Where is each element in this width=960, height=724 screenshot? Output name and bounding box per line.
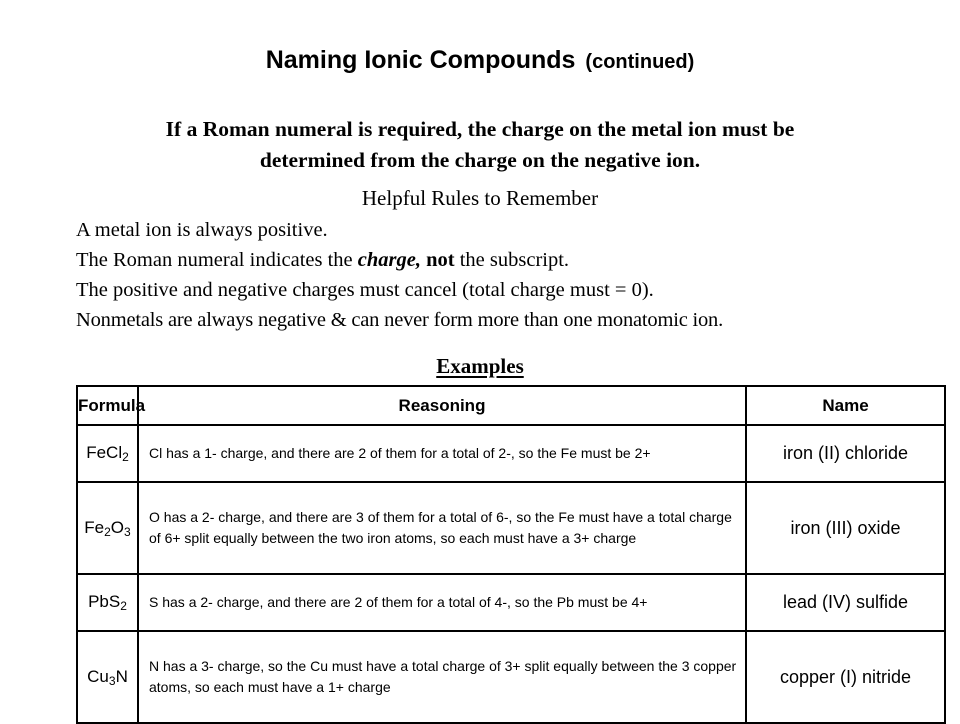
formula-symbol: O bbox=[110, 517, 125, 537]
examples-heading-text: Examples bbox=[436, 354, 524, 378]
reasoning-cell: N has a 3- charge, so the Cu must have a total charge of 3+ split equally between the 3 copper atoms, so each must have a 1+ charge bbox=[138, 631, 746, 723]
header-reasoning: Reasoning bbox=[138, 386, 746, 425]
header-name: Name bbox=[746, 386, 945, 425]
formula-symbol: N bbox=[115, 666, 128, 686]
reasoning-cell: Cl has a 1- charge, and there are 2 of them for a total of 2-, so the Fe must be 2+ bbox=[138, 425, 746, 482]
rule-2-after: the subscript. bbox=[454, 249, 570, 271]
formula-symbol: Fe bbox=[84, 517, 105, 537]
title-main: Naming Ionic Compounds bbox=[265, 46, 576, 74]
table-row bbox=[77, 425, 945, 482]
compound-name-cell: lead (IV) sulfide bbox=[746, 574, 945, 631]
formula-symbol: FeCl bbox=[86, 443, 123, 462]
subheading bbox=[60, 114, 900, 176]
title-sub: (continued) bbox=[585, 51, 695, 73]
formula-subscript: 3 bbox=[108, 673, 116, 688]
formula-subscript: 3 bbox=[124, 524, 131, 539]
formula-cell bbox=[77, 574, 138, 631]
header-formula: Formula bbox=[77, 386, 138, 425]
formula-cell bbox=[77, 631, 138, 723]
reasoning-cell: S has a 2- charge, and there are 2 of them for a total of 4-, so the Pb must be 4+ bbox=[138, 574, 746, 631]
table-row bbox=[77, 482, 945, 574]
rules-heading: Helpful Rules to Remember bbox=[361, 186, 599, 210]
table-row bbox=[77, 574, 945, 631]
rule-1: A metal ion is always positive. bbox=[76, 219, 328, 241]
compound-name-cell: copper (I) nitride bbox=[746, 631, 945, 723]
formula-symbol: PbS bbox=[88, 592, 121, 611]
formula-subscript: 2 bbox=[120, 599, 127, 613]
rules-list bbox=[76, 215, 956, 335]
formula-symbol: Cu bbox=[87, 666, 109, 686]
rule-2 bbox=[76, 245, 956, 275]
subheading-line-1: If a Roman numeral is required, the charge on the metal ion must be bbox=[165, 117, 795, 141]
compound-name-cell: iron (II) chloride bbox=[746, 425, 945, 482]
page-title bbox=[0, 42, 960, 80]
rule-2-before: The Roman numeral indicates the bbox=[76, 249, 358, 271]
table-header-row bbox=[77, 386, 945, 425]
formula-subscript: 2 bbox=[122, 450, 129, 464]
examples-heading bbox=[0, 352, 960, 380]
rule-2-not: not bbox=[426, 249, 455, 271]
rule-4: Nonmetals are always negative & can never form more than one monatomic ion. bbox=[76, 309, 724, 331]
rule-3: The positive and negative charges must cancel (total charge must = 0). bbox=[76, 279, 654, 301]
compound-name-cell: iron (III) oxide bbox=[746, 482, 945, 574]
table-row bbox=[77, 631, 945, 723]
reasoning-cell: O has a 2- charge, and there are 3 of them for a total of 6-, so the Fe must have a total charge of 6+ split equally between the two iron atoms, so each must have a 3+ charge bbox=[138, 482, 746, 574]
examples-table bbox=[76, 385, 946, 724]
rule-2-emphasis: charge, bbox=[357, 249, 421, 271]
formula-cell bbox=[77, 482, 138, 574]
subheading-line-2: determined from the charge on the negative ion. bbox=[259, 148, 701, 172]
formula-cell bbox=[77, 425, 138, 482]
formula-subscript: 2 bbox=[104, 524, 111, 539]
